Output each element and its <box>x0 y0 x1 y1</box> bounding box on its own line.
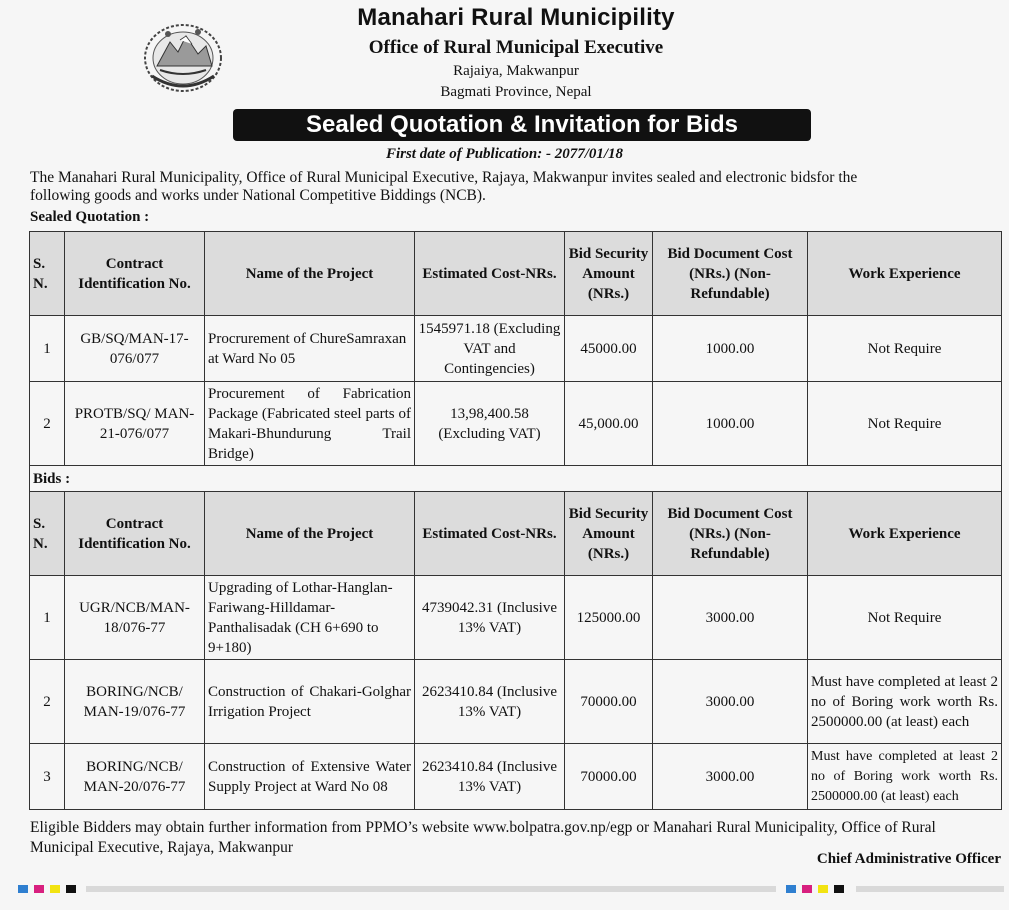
cell-contract: PROTB/SQ/ MAN-21-076/077 <box>65 382 205 466</box>
cell-project: Procurement of Fabrication Package (Fabricated steel parts of Makari-Bhundurung Trail Bridge) <box>205 382 415 466</box>
col-header-project: Name of the Project <box>205 492 415 576</box>
color-square-magenta <box>802 885 812 893</box>
table-row <box>30 316 1002 382</box>
color-square-magenta <box>34 885 44 893</box>
col-header-cost: Estimated Cost-NRs. <box>415 232 565 316</box>
cell-doc-cost: 3000.00 <box>653 576 808 660</box>
bids-section-row <box>30 466 1002 492</box>
table-row <box>30 576 1002 660</box>
address-line-2: Bagmati Province, Nepal <box>440 84 592 100</box>
cell-security: 45000.00 <box>565 316 653 382</box>
col-header-doc-cost: Bid Document Cost (NRs.) (Non-Refundable) <box>653 492 808 576</box>
table-row <box>30 660 1002 744</box>
cell-sn: 1 <box>30 576 65 660</box>
cell-experience: Not Require <box>808 316 1002 382</box>
col-header-contract: Contract Identification No. <box>65 492 205 576</box>
cell-contract: GB/SQ/MAN-17-076/077 <box>65 316 205 382</box>
col-header-experience: Work Experience <box>808 492 1002 576</box>
intro-paragraph-line-1: The Manahari Rural Municipality, Office of Rural Municipal Executive, Rajaya, Makwanpur invites sealed and electronic bidsfor the <box>30 169 858 186</box>
cell-sn: 2 <box>30 382 65 466</box>
cell-security: 70000.00 <box>565 744 653 810</box>
color-square-blue <box>18 885 28 893</box>
cell-security: 70000.00 <box>565 660 653 744</box>
col-header-experience: Work Experience <box>808 232 1002 316</box>
sealed-quotation-table <box>29 231 1002 810</box>
cell-project: Upgrading of Lothar-Hanglan- Fariwang-Hilldamar- Panthalisadak (CH 6+690 to 9+180) <box>205 576 415 660</box>
intro-paragraph-line-2: following goods and works under National Competitive Biddings (NCB). <box>30 187 486 204</box>
decorative-bar <box>856 886 1004 892</box>
cell-sn: 1 <box>30 316 65 382</box>
color-square-yellow <box>818 885 828 893</box>
cell-project: Procrurement of ChureSamraxan at Ward No 05 <box>205 316 415 382</box>
cell-doc-cost: 3000.00 <box>653 660 808 744</box>
office-name: Office of Rural Municipal Executive <box>368 37 664 58</box>
cell-contract: BORING/NCB/ MAN-19/076-77 <box>65 660 205 744</box>
col-header-contract: Contract Identification No. <box>65 232 205 316</box>
decorative-bar <box>86 886 776 892</box>
municipality-title: Manahari Rural Municipility <box>357 4 675 31</box>
color-square-blue <box>786 885 796 893</box>
cell-contract: BORING/NCB/ MAN-20/076-77 <box>65 744 205 810</box>
footer-note: Eligible Bidders may obtain further information from PPMO’s website www.bolpatra.gov.np/egp or Manahari Rural Municipality, Office of Rural Municipal Executive, Rajaya, Makwanpur <box>30 819 936 856</box>
col-header-security: Bid Security Amount (NRs.) <box>565 232 653 316</box>
table-row <box>30 744 1002 810</box>
col-header-doc-cost: Bid Document Cost (NRs.) (Non-Refundable) <box>653 232 808 316</box>
cell-cost: 4739042.31 (Inclusive 13% VAT) <box>415 576 565 660</box>
sealed-quotation-label: Sealed Quotation : <box>30 209 150 225</box>
col-header-sn: S. N. <box>30 492 65 576</box>
address-line-1: Rajaiya, Makwanpur <box>453 63 579 79</box>
cell-cost: 1545971.18 (Excluding VAT and Contingencies) <box>415 316 565 382</box>
cell-experience: Must have completed at least 2 no of Boring work worth Rs. 2500000.00 (at least) each <box>808 744 1002 810</box>
color-square-yellow <box>50 885 60 893</box>
bids-label: Bids : <box>30 466 1002 492</box>
cell-sn: 2 <box>30 660 65 744</box>
cell-security: 45,000.00 <box>565 382 653 466</box>
nepal-emblem-icon <box>140 20 226 94</box>
cell-cost: 2623410.84 (Inclusive 13% VAT) <box>415 660 565 744</box>
notice-banner: Sealed Quotation & Invitation for Bids <box>233 109 811 141</box>
col-header-sn: S. N. <box>30 232 65 316</box>
table-header-row <box>30 492 1002 576</box>
cell-cost: 2623410.84 (Inclusive 13% VAT) <box>415 744 565 810</box>
cell-project: Construction of Chakari-Golghar Irrigation Project <box>205 660 415 744</box>
cell-doc-cost: 3000.00 <box>653 744 808 810</box>
cell-project: Construction of Extensive Water Supply Project at Ward No 08 <box>205 744 415 810</box>
cell-experience: Not Require <box>808 576 1002 660</box>
table-row <box>30 382 1002 466</box>
color-square-black <box>834 885 844 893</box>
col-header-cost: Estimated Cost-NRs. <box>415 492 565 576</box>
cell-doc-cost: 1000.00 <box>653 382 808 466</box>
cell-cost: 13,98,400.58 (Excluding VAT) <box>415 382 565 466</box>
cell-sn: 3 <box>30 744 65 810</box>
cell-experience: Must have completed at least 2 no of Boring work worth Rs. 2500000.00 (at least) each <box>808 660 1002 744</box>
cell-security: 125000.00 <box>565 576 653 660</box>
cell-doc-cost: 1000.00 <box>653 316 808 382</box>
col-header-project: Name of the Project <box>205 232 415 316</box>
table-header-row <box>30 232 1002 316</box>
color-square-black <box>66 885 76 893</box>
publication-date: First date of Publication: - 2077/01/18 <box>385 146 624 162</box>
cell-contract: UGR/NCB/MAN-18/076-77 <box>65 576 205 660</box>
col-header-security: Bid Security Amount (NRs.) <box>565 492 653 576</box>
signatory: Chief Administrative Officer <box>816 851 1001 867</box>
cell-experience: Not Require <box>808 382 1002 466</box>
